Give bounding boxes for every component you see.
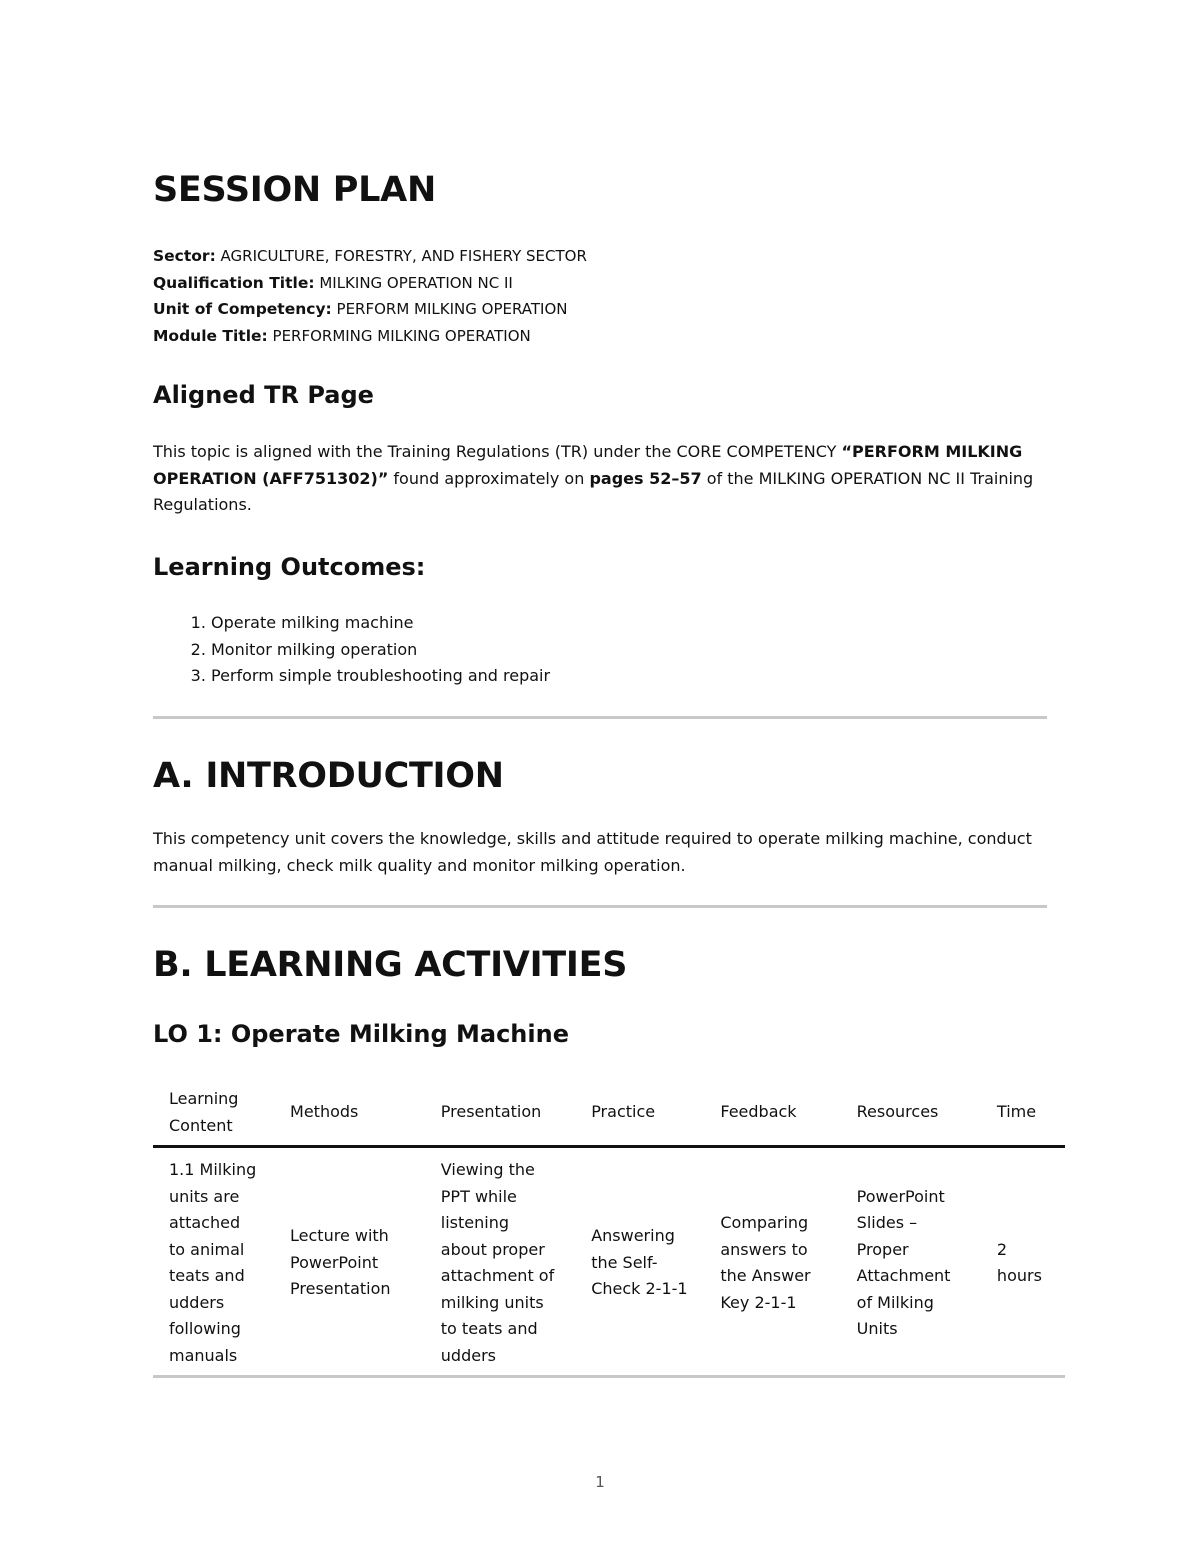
- column-header: Time: [981, 1080, 1065, 1147]
- column-header: Practice: [575, 1080, 704, 1147]
- table-cell: Lecture with PowerPoint Presentation: [274, 1147, 425, 1377]
- divider: [153, 716, 1047, 719]
- lo-heading: LO 1: Operate Milking Machine: [153, 1020, 569, 1048]
- meta-sector: [153, 243, 587, 270]
- table-cell: Answering the Self-Check 2-1-1: [575, 1147, 704, 1377]
- meta-unit-label: Unit of Competency:: [153, 300, 332, 318]
- meta-module-label: Module Title:: [153, 326, 268, 345]
- activities-heading: B. LEARNING ACTIVITIES: [153, 945, 628, 985]
- outcomes-heading: Learning Outcomes:: [153, 553, 426, 581]
- meta-unit-value: PERFORM MILKING OPERATION: [331, 300, 568, 318]
- outcome-item: 1. Operate milking machine: [211, 610, 550, 637]
- outcome-item: 3. Perform simple troubleshooting and repair: [211, 663, 550, 690]
- meta-sector-label: Sector:: [153, 247, 216, 265]
- meta-qualification: [153, 270, 587, 297]
- table-row: [153, 1147, 1065, 1377]
- page-number: 1: [595, 1473, 605, 1491]
- aligned-pages: pages 52–57: [589, 468, 702, 488]
- aligned-competency: “PERFORM MILKING OPERATION (AFF751302)”: [153, 442, 1023, 488]
- meta-module-value: PERFORMING MILKING OPERATION: [267, 326, 531, 345]
- session-meta: [153, 243, 587, 349]
- aligned-paragraph: [153, 439, 1053, 519]
- column-header: Methods: [274, 1080, 425, 1147]
- meta-sector-value: AGRICULTURE, FORESTRY, AND FISHERY SECTOR: [215, 247, 587, 265]
- column-header: Presentation: [425, 1080, 575, 1147]
- table-cell: 1.1 Milking units are attached to animal teats and udders following manuals: [153, 1147, 274, 1377]
- introduction-paragraph: This competency unit covers the knowledge, skills and attitude required to operate milking machine, conduct manual milking, check milk quality and monitor milking operation.: [153, 829, 1032, 875]
- meta-unit: [153, 296, 587, 323]
- column-header: Feedback: [704, 1080, 840, 1147]
- outcome-item: 2. Monitor milking operation: [211, 637, 550, 664]
- activities-table: [153, 1080, 1065, 1378]
- table-cell: Comparing answers to the Answer Key 2-1-1: [704, 1147, 840, 1377]
- divider: [153, 905, 1047, 908]
- aligned-text-2: found approximately on: [388, 468, 590, 488]
- meta-qualification-value: MILKING OPERATION NC II: [314, 273, 513, 292]
- table-cell: PowerPoint Slides – Proper Attachment of Milking Units: [841, 1147, 981, 1377]
- table-cell: Viewing the PPT while listening about proper attachment of milking units to teats and udders: [425, 1147, 575, 1377]
- aligned-text-3: of the MILKING OPERATION NC II Training Regulations.: [153, 468, 1034, 514]
- aligned-text-1: This topic is aligned with the Training Regulations (TR) under the CORE COMPETENCY: [153, 442, 842, 461]
- column-header: Learning Content: [153, 1080, 274, 1147]
- column-header: Resources: [841, 1080, 981, 1147]
- outcomes-list: [191, 610, 550, 690]
- table-cell: 2 hours: [981, 1147, 1065, 1377]
- meta-qualification-label: Qualification Title:: [153, 273, 315, 292]
- meta-module: [153, 323, 587, 350]
- table-header-row: [153, 1080, 1065, 1147]
- aligned-heading: Aligned TR Page: [153, 381, 374, 409]
- page-title: SESSION PLAN: [153, 170, 436, 210]
- introduction-heading: A. INTRODUCTION: [153, 756, 504, 796]
